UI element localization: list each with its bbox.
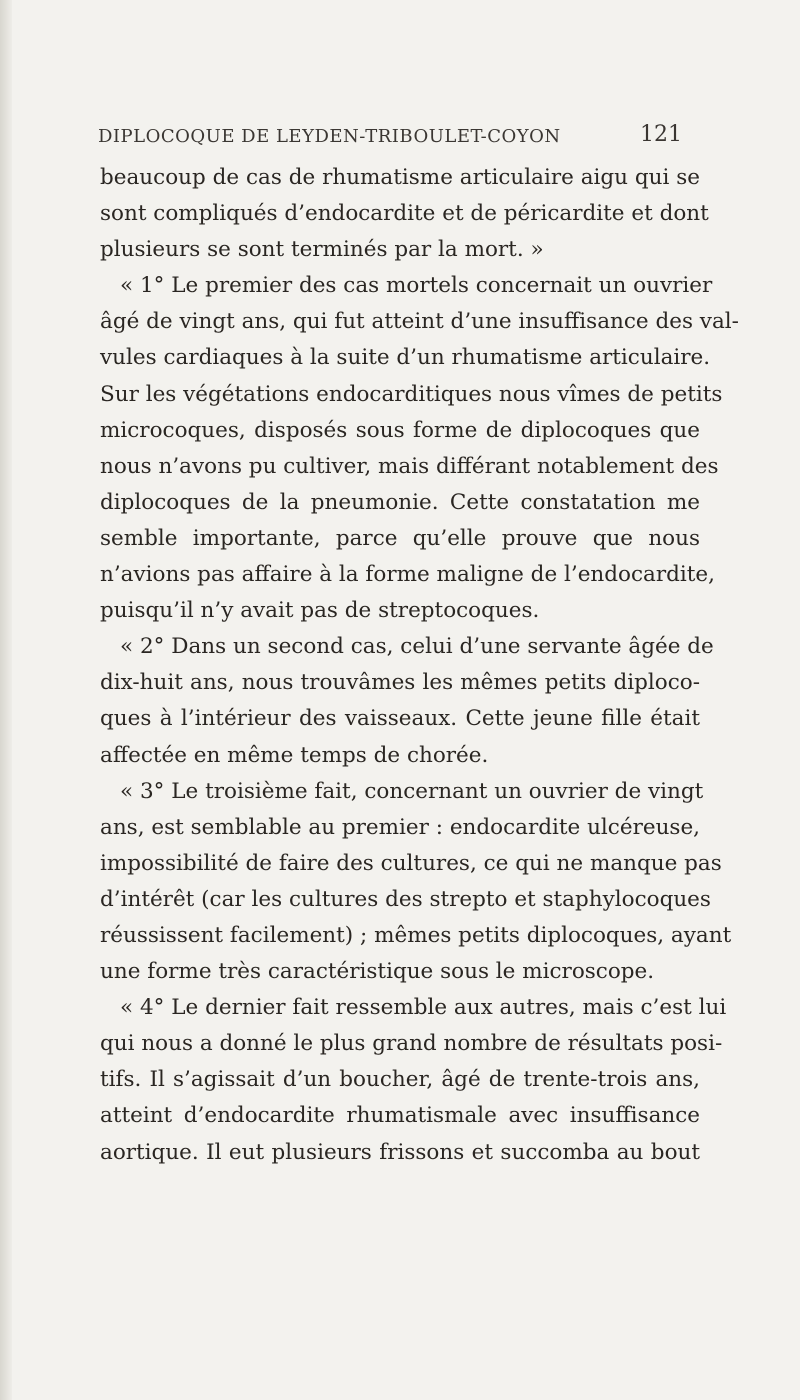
text-line: puisqu’il n’y avait pas de streptocoques.	[100, 598, 540, 624]
running-title: DIPLOCOQUE DE LEYDEN-TRIBOULET-COYON	[98, 126, 561, 147]
text-line: affectée en même temps de chorée.	[100, 742, 489, 768]
page-edge-shadow	[0, 0, 12, 1400]
page-header	[98, 122, 698, 152]
body-text	[100, 160, 739, 1171]
text-line: une forme très caractéristique sous le microscope.	[100, 959, 655, 985]
text-line: semble importante, parce qu’elle prouve que nous	[100, 525, 700, 551]
text-line: tifs. Il s’agissait d’un boucher, âgé de trente-trois ans,	[100, 1067, 700, 1093]
text-line: âgé de vingt ans, qui fut atteint d’une insuffisance des val-	[100, 309, 739, 335]
text-line: Sur les végétations endocarditiques nous vîmes de petits	[100, 381, 723, 407]
text-line: « 4° Le dernier fait ressemble aux autres, mais c’est lui	[120, 995, 727, 1021]
text-line: réussissent facilement) ; mêmes petits diplocoques, ayant	[100, 922, 732, 948]
text-line: n’avions pas affaire à la forme maligne de l’endocardite,	[100, 562, 715, 588]
text-line: impossibilité de faire des cultures, ce qui ne manque pas	[100, 850, 722, 876]
page-number: 121	[640, 122, 682, 147]
text-line: diplocoques de la pneumonie. Cette constatation me	[100, 489, 700, 515]
text-line: qui nous a donné le plus grand nombre de résultats posi-	[100, 1031, 723, 1057]
text-line: nous n’avons pu cultiver, mais différant notablement des	[100, 453, 719, 479]
text-line: « 2° Dans un second cas, celui d’une servante âgée de	[120, 634, 714, 660]
text-line: atteint d’endocardite rhumatismale avec insuffisance	[100, 1103, 700, 1129]
text-line: ans, est semblable au premier : endocardite ulcéreuse,	[100, 814, 701, 840]
text-line: beaucoup de cas de rhumatisme articulaire aigu qui se	[100, 165, 700, 190]
text-line: dix-huit ans, nous trouvâmes les mêmes petits diploco-	[100, 670, 700, 696]
text-line: d’intérêt (car les cultures des strepto et staphylocoques	[100, 886, 711, 912]
text-line: ques à l’intérieur des vaisseaux. Cette jeune fille était	[100, 706, 700, 732]
text-line: plusieurs se sont terminés par la mort. »	[100, 237, 544, 263]
text-line: « 1° Le premier des cas mortels concernait un ouvrier	[120, 273, 713, 299]
text-line: vules cardiaques à la suite d’un rhumatisme articulaire.	[100, 345, 711, 371]
text-line: sont compliqués d’endocardite et de péricardite et dont	[100, 201, 709, 227]
text-line: aortique. Il eut plusieurs frissons et succomba au bout	[100, 1139, 700, 1165]
text-line: « 3° Le troisième fait, concernant un ouvrier de vingt	[120, 778, 704, 804]
text-line: microcoques, disposés sous forme de diplocoques que	[100, 417, 700, 443]
